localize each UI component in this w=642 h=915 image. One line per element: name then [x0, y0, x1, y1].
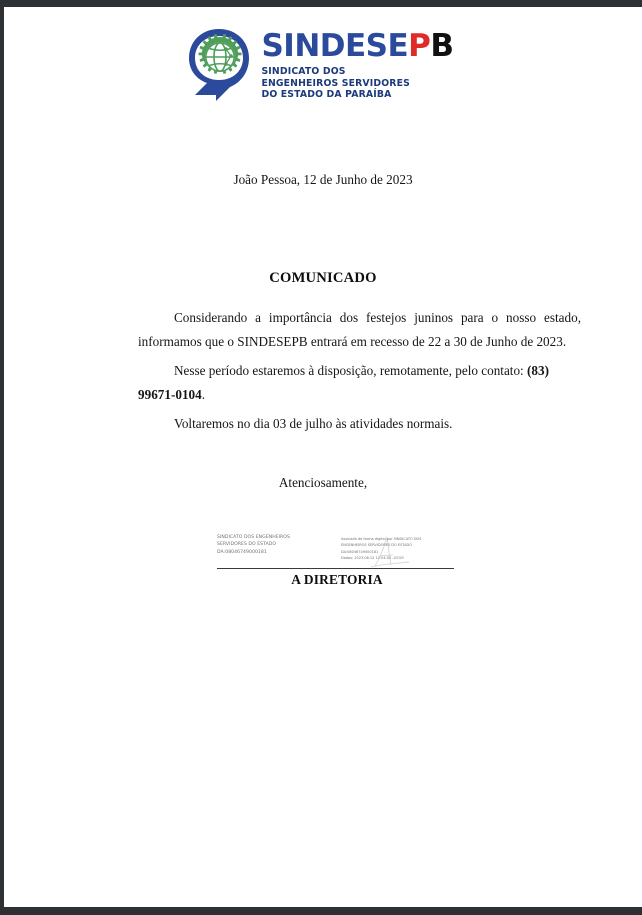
signer-name: A DIRETORIA [291, 572, 383, 587]
sindesepb-logo-icon [186, 27, 252, 103]
wordmark-b: B [430, 28, 454, 64]
brand-subtitle-line-1: SINDICATO DOS [261, 66, 346, 77]
signature-stamp-right-line-4: Dados: 2023.06.12 11:04:02 -03'00' [341, 556, 405, 561]
digital-signature-stamp [217, 534, 457, 587]
signature-stamp-right [341, 536, 422, 562]
signature-stamp-left-line-1: SINDICATO DOS ENGENHEIROS [217, 535, 290, 540]
signature-stamp-left-line-2: SERVIDORES DO ESTADO [217, 542, 277, 548]
closing-line: Atenciosamente, [278, 475, 368, 490]
page-artifact-mark: · [66, 167, 68, 173]
paragraph-3: Voltaremos no dia 03 de julho às atividades normais. [174, 416, 453, 431]
brand-subtitle-line-3: DO ESTADO DA PARAÍBA [261, 89, 392, 101]
brand-subtitle-line-2: ENGENHEIROS SERVIDORES [261, 77, 410, 89]
paragraph-2-text: Nesse período estaremos à disposição, remotamente, pelo contato: [174, 363, 528, 378]
document-page [4, 7, 642, 907]
signature-rule [217, 568, 454, 569]
signature-stamp-right-line-3: DA:08046749000181 [341, 549, 379, 554]
wordmark-sindese: SINDESE [261, 28, 409, 64]
paragraph-2 [138, 359, 581, 407]
document-body [138, 306, 581, 436]
signature-stamp-right-line-2: ENGENHEIROS SERVIDORES DO ESTADO [341, 543, 413, 548]
logo-text [261, 27, 453, 101]
signature-stamp-right-line-1: Assinado de forma digital por SINDICATO DOS [341, 537, 422, 541]
signature-stamp-left-line-3: DA:08046749000181 [217, 549, 267, 555]
brand-wordmark [261, 28, 454, 64]
contact-phone-number: (83) 99671-0104 [138, 363, 550, 402]
letterhead [4, 27, 642, 103]
signature-stamp-left [217, 534, 290, 556]
document-date-line: João Pessoa, 12 de Junho de 2023 [233, 172, 413, 187]
document-title: COMUNICADO [269, 270, 377, 286]
brand-subtitle [261, 66, 453, 101]
wordmark-p: P [408, 28, 431, 64]
paragraph-1: Considerando a importância dos festejos juninos para o nosso estado, informamos que o SINDESEPB entrará em recesso de 22 a 30 de Junho de 2023. [138, 310, 581, 349]
signature-area [217, 534, 457, 587]
logo-row [186, 27, 453, 103]
paragraph-2-period: . [201, 387, 206, 402]
